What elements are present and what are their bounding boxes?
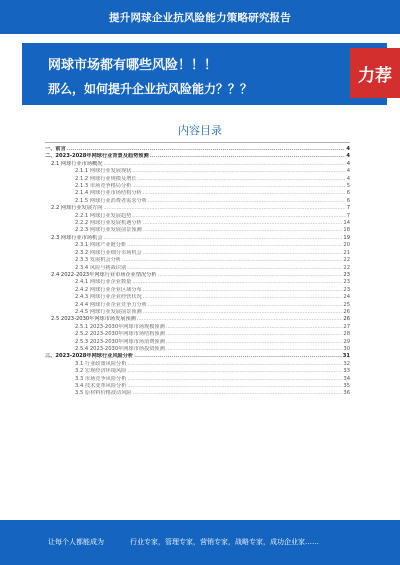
toc-entry[interactable] xyxy=(45,368,350,375)
toc-leader-dots xyxy=(127,383,342,390)
toc-leader-dots xyxy=(143,220,343,227)
toc-entry-page: 23 xyxy=(343,286,350,293)
toc-leader-dots xyxy=(103,235,342,242)
toc-entry-title: 2.3 网球行业市场机会 xyxy=(51,234,103,241)
toc-entry-page: 24 xyxy=(343,294,350,301)
toc-entry[interactable] xyxy=(45,205,350,212)
toc-entry-page: 26 xyxy=(343,308,350,315)
toc-entry[interactable] xyxy=(45,339,350,346)
toc-entry[interactable] xyxy=(45,190,350,197)
toc-leader-dots xyxy=(143,250,343,257)
toc-leader-dots xyxy=(132,183,345,190)
toc-leader-dots xyxy=(103,205,345,212)
toc-entry-page: 19 xyxy=(343,234,350,241)
toc-entry[interactable] xyxy=(45,220,350,227)
toc-entry[interactable] xyxy=(45,176,350,183)
toc-leader-dots xyxy=(127,368,342,375)
toc-entry-title: 2.2 网球行业发展方向 xyxy=(51,205,103,212)
toc-entry[interactable] xyxy=(45,383,350,390)
toc-heading: 内容目录 xyxy=(178,124,222,137)
toc-entry-page: 4 xyxy=(346,175,350,182)
toc-entry-page: 22 xyxy=(343,264,350,271)
toc-entry-page: 35 xyxy=(343,383,350,389)
toc-entry-page: 26 xyxy=(343,316,350,323)
toc-leader-dots xyxy=(143,287,343,294)
toc-entry-page: 23 xyxy=(343,271,350,278)
toc-leader-dots xyxy=(122,257,342,264)
toc-entry[interactable] xyxy=(45,324,350,331)
toc-leader-dots xyxy=(137,316,343,323)
toc-entry[interactable] xyxy=(45,213,350,220)
header-bar xyxy=(0,0,400,34)
toc-entry-page: 7 xyxy=(346,205,350,212)
toc-entry-page: 31 xyxy=(342,353,350,360)
toc-entry-title: 二、2023-2028年网球行业背景及趋势预测 xyxy=(45,153,149,160)
toc-leader-dots xyxy=(132,168,345,175)
toc-entry[interactable] xyxy=(45,361,350,368)
toc-leader-dots xyxy=(127,361,342,368)
toc-entry-title: 2.1 网球行业市场概况 xyxy=(51,160,103,167)
toc-entry[interactable] xyxy=(45,153,350,160)
toc-entry[interactable] xyxy=(45,198,350,205)
toc-leader-dots xyxy=(103,161,345,168)
toc-entry[interactable] xyxy=(45,294,350,301)
toc-entry-page: 28 xyxy=(343,331,350,338)
toc-entry[interactable] xyxy=(45,316,350,323)
toc-entry-title: 2.2.1 网球行业发展趋势 xyxy=(75,212,132,219)
toc-entry-title: 2.5.1 2023-2030年网球市场规模预测 xyxy=(75,323,165,330)
toc-divider xyxy=(45,142,350,143)
toc-leader-dots xyxy=(132,279,342,286)
toc-entry-page: 25 xyxy=(343,301,350,308)
toc-entry-page: 4 xyxy=(346,146,350,152)
toc-entry-title: 2.4 2022-2023年网球行业市场企业情况分析 xyxy=(51,271,157,278)
toc-entry[interactable] xyxy=(45,161,350,168)
toc-entry-title: 2.4.4 网球行业企业竞争力分析 xyxy=(75,301,147,308)
toc-entry[interactable] xyxy=(45,331,350,338)
toc-leader-dots xyxy=(158,272,343,279)
toc-entry-page: 34 xyxy=(343,375,350,382)
banner-subheadline: 那么，如何提升企业抗风险能力？？？ xyxy=(48,82,253,96)
report-title: 提升网球企业抗风险能力策略研究报告 xyxy=(109,12,291,24)
toc-leader-dots xyxy=(143,227,343,234)
toc-entry-page: 6 xyxy=(346,197,350,204)
toc-leader-dots xyxy=(143,309,343,316)
toc-entry-page: 22 xyxy=(343,257,350,264)
toc-entry-title: 2.3.2 网球行业细分市场机会 xyxy=(75,249,142,256)
toc-entry-page: 21 xyxy=(343,249,350,256)
toc-entry-title: 3.3 市场竞争风险分析 xyxy=(75,375,127,382)
toc-entry-title: 2.5.4 2023-2030年网球市场投资预测 xyxy=(75,345,165,352)
toc-entry-title: 2.4.5 网球行业发展前景预测 xyxy=(75,308,142,315)
toc-leader-dots xyxy=(166,346,343,353)
toc-leader-dots xyxy=(166,324,343,331)
headline-banner xyxy=(22,43,387,105)
toc-entry[interactable] xyxy=(45,353,350,360)
toc-leader-dots xyxy=(138,176,346,183)
toc-entry-page: 18 xyxy=(343,227,350,234)
toc-entry-page: 5 xyxy=(346,183,350,190)
toc-entry-page: 23 xyxy=(343,279,350,286)
toc-leader-dots xyxy=(127,242,342,249)
toc-entry[interactable] xyxy=(45,272,350,279)
toc-entry-title: 2.5.2 2023-2030年网球市场结构预测 xyxy=(75,331,165,338)
toc-entry-page: 30 xyxy=(343,345,350,352)
toc-entry-page: 6 xyxy=(346,190,350,197)
toc-leader-dots xyxy=(166,339,343,346)
toc-entry-page: 7 xyxy=(346,212,350,219)
table-of-contents xyxy=(45,146,350,398)
toc-entry[interactable] xyxy=(45,265,350,272)
toc-entry-title: 3.1 行业政策风险分析 xyxy=(75,360,127,367)
toc-entry-page: 14 xyxy=(343,220,350,227)
toc-leader-dots xyxy=(148,302,342,309)
toc-entry-title: 2.5 2023-2030年网球市场发展预测 xyxy=(51,316,136,323)
toc-entry-page: 20 xyxy=(343,242,350,249)
toc-leader-dots xyxy=(134,353,342,360)
toc-entry-title: 3.2 宏观经济环境风险 xyxy=(75,368,127,375)
footer-bar xyxy=(0,520,400,565)
toc-entry[interactable] xyxy=(45,346,350,353)
toc-entry-title: 2.3.3 发展机会分析 xyxy=(75,257,121,264)
toc-leader-dots xyxy=(166,331,343,338)
toc-entry[interactable] xyxy=(45,279,350,286)
toc-entry[interactable] xyxy=(45,227,350,234)
toc-leader-dots xyxy=(127,265,342,272)
toc-entry[interactable] xyxy=(45,168,350,175)
toc-entry[interactable] xyxy=(45,235,350,242)
toc-entry-page: 36 xyxy=(343,390,350,397)
toc-entry[interactable] xyxy=(45,309,350,316)
toc-entry-title: 2.2.2 网球行业发展机遇分析 xyxy=(75,220,142,227)
toc-entry[interactable] xyxy=(45,250,350,257)
toc-entry-title: 3.5 原材料价格波动风险 xyxy=(75,390,132,397)
toc-entry-title: 2.3.4 风险与挑战识别 xyxy=(75,264,127,271)
toc-leader-dots xyxy=(148,198,346,205)
toc-entry-title: 2.1.3 市场竞争格局分析 xyxy=(75,183,132,190)
toc-entry-page: 32 xyxy=(343,360,350,367)
toc-leader-dots xyxy=(143,294,343,301)
toc-entry-page: 27 xyxy=(343,323,350,330)
recommend-badge: 力荐 xyxy=(350,48,400,98)
toc-leader-dots xyxy=(150,153,346,160)
toc-entry-title: 2.1.4 网球行业市场结构分析 xyxy=(75,190,142,197)
toc-leader-dots xyxy=(133,390,343,397)
footer-slogan-right: 行业专家，管理专家，营销专家，战略专家，成功企业家…… xyxy=(130,538,319,546)
toc-leader-dots xyxy=(132,213,345,220)
toc-entry-title: 2.5.3 2023-2030年网球市场消费预测 xyxy=(75,338,165,345)
toc-entry-title: 2.4.1 网球行业企业数量 xyxy=(75,279,132,286)
toc-leader-dots xyxy=(67,146,346,153)
toc-leader-dots xyxy=(143,190,346,197)
toc-entry[interactable] xyxy=(45,242,350,249)
toc-entry-title: 2.4.3 网球行业企业经营状况 xyxy=(75,294,142,301)
toc-entry[interactable] xyxy=(45,390,350,397)
banner-headline: 网球市场都有哪些风险！！！ xyxy=(48,58,218,73)
footer-slogan-left: 让每个人都能成为 xyxy=(48,538,104,546)
toc-entry[interactable] xyxy=(45,183,350,190)
toc-entry-page: 33 xyxy=(343,368,350,375)
toc-entry-title: 2.2.3 网球行业发展前景预测 xyxy=(75,227,142,234)
toc-entry-title: 2.1.2 网球行业规模及增长 xyxy=(75,175,137,182)
toc-entry-page: 4 xyxy=(346,153,350,160)
toc-entry-page: 4 xyxy=(346,160,350,167)
toc-entry-title: 一、前言 xyxy=(45,146,66,152)
toc-entry-title: 3.4 技术变革风险分析 xyxy=(75,383,127,389)
toc-entry[interactable] xyxy=(45,146,350,153)
toc-entry[interactable] xyxy=(45,376,350,383)
toc-entry[interactable] xyxy=(45,257,350,264)
toc-entry-title: 2.3.1 网球产业链分析 xyxy=(75,242,127,249)
toc-entry-title: 2.1.1 网球行业发展现状 xyxy=(75,168,132,175)
toc-entry[interactable] xyxy=(45,302,350,309)
toc-entry-title: 2.4.2 网球行业企业区域分布 xyxy=(75,286,142,293)
toc-entry-title: 三、2023-2028年网球行业风险分析 xyxy=(45,353,134,360)
toc-entry-page: 4 xyxy=(346,168,350,175)
toc-entry[interactable] xyxy=(45,287,350,294)
toc-entry-page: 29 xyxy=(343,338,350,345)
toc-entry-title: 2.1.5 网球行业消费者需求分析 xyxy=(75,197,147,204)
toc-leader-dots xyxy=(127,376,342,383)
